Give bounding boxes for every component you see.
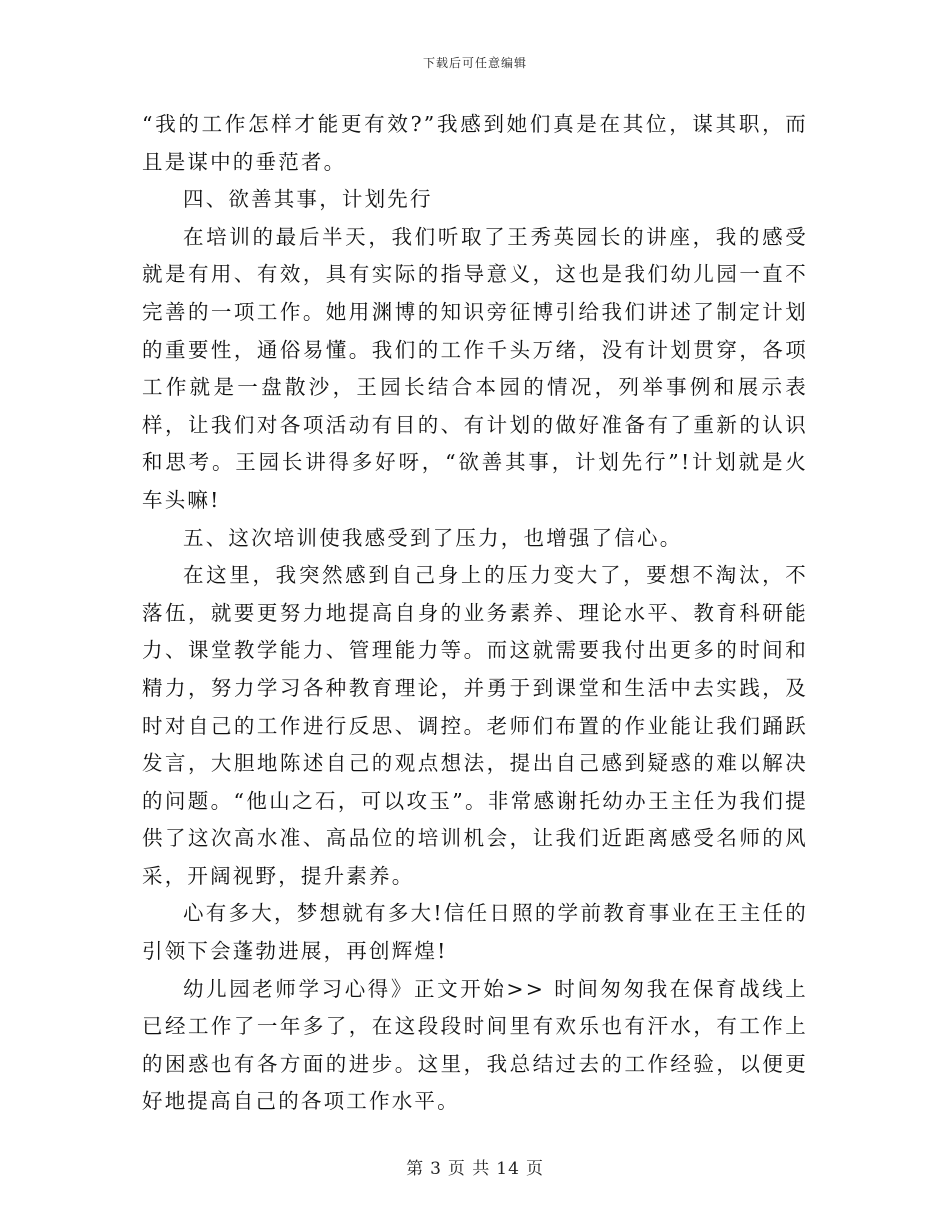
page-footer: [0, 1154, 950, 1179]
footer-middle: 页 共: [447, 1159, 491, 1179]
footer-suffix: 页: [525, 1159, 544, 1179]
paragraph: 幼儿园老师学习心得》正文开始>> 时间匆匆我在保育战线上已经工作了一年多了，在这段段时间里有欢乐也有汗水，有工作上的困惑也有各方面的进步。这里，我总结过去的工作经验，以便更好地提高自己的各项工作水平。: [142, 976, 808, 1114]
paragraph: “我的工作怎样才能更有效?”我感到她们真是在其位，谋其职，而且是谋中的垂范者。: [142, 112, 808, 174]
paragraph: 在这里，我突然感到自己身上的压力变大了，要想不淘汰，不落伍，就要更努力地提高自身的业务素养、理论水平、教育科研能力、课堂教学能力、管理能力等。而这就需要我付出更多的时间和精力，努力学习各种教育理论，并勇于到课堂和生活中去实践，及时对自己的工作进行反思、调控。老师们布置的作业能让我们踊跃发言，大胆地陈述自己的观点想法，提出自己感到疑惑的难以解决的问题。“他山之石，可以攻玉”。非常感谢托幼办王主任为我们提供了这次高水准、高品位的培训机会，让我们近距离感受名师的风采，开阔视野，提升素养。: [142, 563, 808, 888]
paragraph: 心有多大，梦想就有多大!信任日照的学前教育事业在王主任的引领下会蓬勃进展，再创辉煌!: [142, 901, 808, 964]
footer-prefix: 第: [406, 1159, 425, 1179]
page-header: 下载后可任意编辑: [422, 56, 527, 70]
paragraph: 在培训的最后半天，我们听取了王秀英园长的讲座，我的感受就是有用、有效，具有实际的指导意义，这也是我们幼儿园一直不完善的一项工作。她用渊博的知识旁征博引给我们讲述了制定计划的重要性，通俗易懂。我们的工作千头万绪，没有计划贯穿，各项工作就是一盘散沙，王园长结合本园的情况，列举事例和展示表样，让我们对各项活动有目的、有计划的做好准备有了重新的认识和思考。王园长讲得多好呀，“欲善其事，计划先行”!计划就是火车头嘛!: [142, 224, 808, 512]
document-body: [142, 106, 808, 1121]
total-pages-number: 14: [496, 1159, 520, 1179]
section-heading: 四、欲善其事，计划先行: [183, 187, 433, 212]
section-heading: 五、这次培训使我感受到了压力，也增强了信心。: [183, 525, 683, 550]
current-page-number: 3: [430, 1159, 442, 1179]
